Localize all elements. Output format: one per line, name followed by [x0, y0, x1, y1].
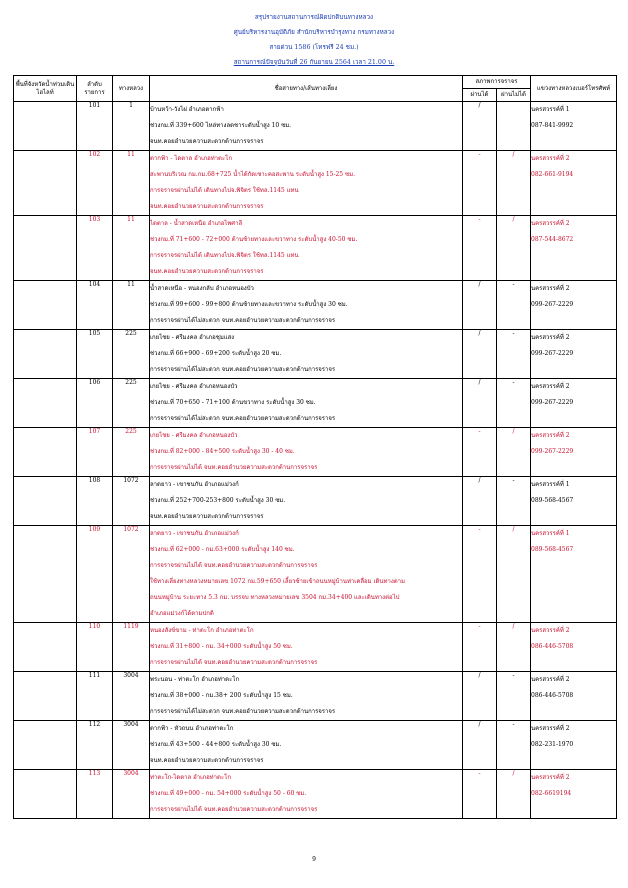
highway-cell: 225: [113, 379, 150, 428]
seq-cell: 106: [77, 379, 113, 428]
route-line: จนท.คอยอำนวยความสะดวกด้านการจราจร: [150, 513, 264, 520]
office-cell: [531, 623, 617, 672]
nopass-cell: /: [497, 770, 531, 819]
route-line: อำเภอแม่วงก์ได้ตามปกติ: [150, 610, 214, 617]
province-cell: [14, 281, 77, 330]
office-name: นครสวรรค์ที่ 2: [531, 155, 570, 162]
highway-cell: 3004: [113, 721, 150, 770]
table-row: [14, 379, 617, 428]
route-line: ช่วงกม.ที่ 252+700-253+800 ระดับน้ำสูง 30 ซม.: [150, 497, 286, 504]
hotline: สายด่วน 1586 (โทรฟรี 24 ชม.): [269, 44, 359, 51]
table-row: [14, 623, 617, 672]
seq-cell: 104: [77, 281, 113, 330]
highway-cell: 11: [113, 151, 150, 216]
route-line: ท่าตะโก-ไดตาล อำเภอท่าตะโก: [150, 774, 231, 781]
route-line: ลาดยาว - เขาชนกัน อำเภอแม่วงก์: [150, 481, 239, 488]
office-cell: [531, 526, 617, 623]
office-phone: 099-267-2229: [531, 399, 574, 406]
office-name: นครสวรรค์ที่ 2: [531, 383, 570, 390]
route-line: ช่วงกม.ที่ 66+900 - 69+200 ระดับน้ำสูง 20 ซม.: [150, 350, 282, 357]
nopass-cell: [497, 102, 531, 151]
seq-cell: 113: [77, 770, 113, 819]
route-line: การจราจรผ่านได้ไม่สะดวก จนท.คอยอำนวยความสะดวกด้านการจราจร: [150, 366, 336, 373]
route-line: ช่วงกม.ที่ 99+600 - 99+800 ด้านซ้ายทางและขวาทาง ระดับน้ำสูง 30 ซม.: [150, 301, 348, 308]
pass-cell: /: [463, 672, 497, 721]
province-cell: [14, 770, 77, 819]
table-row: [14, 526, 617, 623]
office-name: นครสวรรค์ที่ 2: [531, 285, 570, 292]
seq-cell: 105: [77, 330, 113, 379]
route-cell: [150, 477, 463, 526]
pass-cell: /: [463, 330, 497, 379]
table-row: [14, 151, 617, 216]
seq-cell: 110: [77, 623, 113, 672]
seq-cell: 111: [77, 672, 113, 721]
route-line: ตากฟ้า - หัวถนน อำเภอท่าตะโก: [150, 725, 234, 732]
route-line: ช่วงกม.ที่ 43+500 - 44+800 ระดับน้ำสูง 30 ซม.: [150, 741, 282, 748]
seq-cell: 108: [77, 477, 113, 526]
office-phone: 099-267-2229: [531, 448, 574, 455]
pass-cell: -: [463, 216, 497, 281]
office-name: นครสวรรค์ที่ 1: [531, 530, 570, 537]
office-phone: 086-446-5708: [531, 643, 574, 650]
office-cell: [531, 770, 617, 819]
office-cell: [531, 330, 617, 379]
route-line: ช่วงกม.ที่ 339+600 ไหล่ทางลดชาระดับน้ำสูง 10 ซม.: [150, 122, 292, 129]
route-cell: [150, 216, 463, 281]
highway-cell: 1072: [113, 526, 150, 623]
province-cell: [14, 477, 77, 526]
route-cell: [150, 770, 463, 819]
route-line: น้ำสาดเหนือ - หนองกลับ อำเภอหนองบัว: [150, 285, 254, 292]
office-phone: 082-6619194: [531, 790, 572, 797]
office-phone: 099-267-2229: [531, 350, 574, 357]
office-name: นครสวรรค์ที่ 2: [531, 432, 570, 439]
route-line: ลาดยาว - เขาชนกัน อำเภอแม่วงก์: [150, 530, 239, 537]
office-cell: [531, 672, 617, 721]
table-row: [14, 721, 617, 770]
province-cell: [14, 672, 77, 721]
route-cell: [150, 526, 463, 623]
highway-cell: 1: [113, 102, 150, 151]
office-cell: [531, 721, 617, 770]
province-cell: [14, 379, 77, 428]
nopass-cell: /: [497, 151, 531, 216]
highway-cell: 225: [113, 330, 150, 379]
office-phone: 087-544-8672: [531, 236, 574, 243]
route-line: การจราจรผ่านไม่ได้ เดินทางไปจ.พิจิตร ใช้ทล.1145 แทน: [150, 187, 299, 194]
route-line: จนท.คอยอำนวยความสะดวกด้านการจราจร: [150, 268, 264, 275]
route-line: ใช้ทางเลี่ยงทางหลวงหมายเลข 1072 กม.59+650 เลี้ยวซ้ายเข้าถนนหมู่บ้านท่าเคลื่อม เดินทางตาม: [150, 578, 406, 585]
table-row: [14, 672, 617, 721]
col-pass: ผ่านได้: [463, 89, 497, 102]
route-line: บ้านหว้า-วังไผ่ อำเภอตากฟ้า: [150, 106, 224, 113]
page-number: 9: [312, 856, 316, 863]
route-line: ถนนหมู่บ้าน ระยะทาง 5.3 กม. บรรจบ ทางหลวงหมายเลข 3504 กม.34+400 และเดินทางต่อไป: [150, 594, 400, 601]
route-cell: [150, 428, 463, 477]
col-highway: ทางหลวง: [113, 76, 150, 102]
report-title: สรุปรายงานสถานการณ์ผิดปกติบนทางหลวง: [254, 14, 374, 21]
office-cell: [531, 216, 617, 281]
seq-cell: 107: [77, 428, 113, 477]
table-row: [14, 477, 617, 526]
province-cell: [14, 721, 77, 770]
pass-cell: -: [463, 623, 497, 672]
office-name: นครสวรรค์ที่ 2: [531, 676, 570, 683]
highway-cell: 1072: [113, 477, 150, 526]
route-line: การจราจรผ่านได้ไม่สะดวก จนท.คอยอำนวยความสะดวกด้านการจราจร: [150, 415, 336, 422]
route-line: จนท.คอยอำนวยความสะดวกด้านการจราจร: [150, 757, 264, 764]
pass-cell: -: [463, 151, 497, 216]
route-line: ช่วงกม.ที่ 70+650 - 71+100 ด้านขวาทาง ระดับน้ำสูง 30 ซม.: [150, 399, 316, 406]
route-line: การจราจรผ่านได้ไม่สะดวก จนท.คอยอำนวยความสะดวกด้านการจราจร: [150, 317, 336, 324]
office-phone: 099-267-2229: [531, 301, 574, 308]
route-line: การจราจรผ่านไม่ได้ จนท.คอยอำนวยความสะดวกด้านการจราจร: [150, 562, 318, 569]
route-line: ช่วงกม.ที่ 49+000 - กม. 54+000 ระดับน้ำสูง 50 - 60 ซม.: [150, 790, 307, 797]
office-phone: 089-568-4567: [531, 497, 574, 504]
province-cell: [14, 151, 77, 216]
nopass-cell: -: [497, 379, 531, 428]
province-cell: [14, 102, 77, 151]
office-phone: 082-661-9194: [531, 171, 574, 178]
office-phone: 089-568-4567: [531, 546, 574, 553]
table-row: [14, 216, 617, 281]
agency-name: ศูนย์บริหารงานอุบัติภัย สำนักบริหารบำรุงทาง กรมทางหลวง: [233, 29, 395, 36]
route-line: พระนอน - ท่าตะโก อำเภอท่าตะโก: [150, 676, 240, 683]
col-office: แขวงทางหลวงเบอร์โทรศัพท์: [531, 76, 617, 102]
office-cell: [531, 379, 617, 428]
table-row: [14, 102, 617, 151]
route-cell: [150, 379, 463, 428]
office-cell: [531, 428, 617, 477]
col-route: ชื่อสายทาง/เส้นทางเลี่ยง: [150, 76, 463, 102]
pass-cell: /: [463, 379, 497, 428]
office-phone: 087-841-9992: [531, 122, 574, 129]
nopass-cell: /: [497, 428, 531, 477]
office-name: นครสวรรค์ที่ 1: [531, 106, 570, 113]
route-line: สะพานบริเวณ กม.กม.68+725 น้ำได้กัดเซาะคอสะพาน ระดับน้ำสูง 15-25 ซม.: [150, 171, 355, 178]
route-cell: [150, 151, 463, 216]
pass-cell: /: [463, 281, 497, 330]
route-line: ช่วงกม.ที่ 71+600 - 72+000 ด้านซ้ายทางและขวาทาง ระดับน้ำสูง 40-50 ซม.: [150, 236, 358, 243]
route-line: ไดตาล - น้ำสาดเหนือ อำเภอไพศาลี: [150, 220, 243, 227]
nopass-cell: /: [497, 216, 531, 281]
pass-cell: -: [463, 526, 497, 623]
table-row: [14, 281, 617, 330]
office-name: นครสวรรค์ที่ 2: [531, 334, 570, 341]
col-province: พื้นที่จังหวัดน้ำท่วมเดินไฮไลท์: [14, 76, 77, 102]
office-name: นครสวรรค์ที่ 2: [531, 220, 570, 227]
route-line: การจราจรผ่านไม่ได้ จนท.คอยอำนวยความสะดวกด้านการจราจร: [150, 464, 318, 471]
office-name: นครสวรรค์ที่ 2: [531, 774, 570, 781]
route-line: ช่วงกม.ที่ 62+000 - กม.63+000 ระดับน้ำสูง 140 ซม.: [150, 546, 295, 553]
highway-cell: 3004: [113, 672, 150, 721]
route-line: การจราจรผ่านได้ไม่สะดวก จนท.คอยอำนวยความสะดวกด้านการจราจร: [150, 708, 336, 715]
col-seq: ลำดับรายการ: [77, 76, 113, 102]
report-timestamp: สถานการณ์ปัจจุบันวันที่ 26 กันยายน 2564 เวลา 21.00 น.: [233, 59, 395, 66]
route-line: ช่วงกม.ที่ 31+800 - กม. 34+000 ระดับน้ำสูง 50 ซม.: [150, 643, 293, 650]
office-name: นครสวรรค์ที่ 1: [531, 481, 570, 488]
route-cell: [150, 623, 463, 672]
route-line: การจราจรผ่านไม่ได้ จนท.คอยอำนวยความสะดวกด้านการจราจร: [150, 659, 318, 666]
route-line: การจราจรผ่านไม่ได้ เดินทางไปจ.พิจิตร ใช้ทล.1145 แทน: [150, 252, 299, 259]
seq-cell: 101: [77, 102, 113, 151]
office-cell: [531, 102, 617, 151]
office-name: นครสวรรค์ที่ 2: [531, 725, 570, 732]
office-phone: 082-231-1970: [531, 741, 574, 748]
flood-status-table: [13, 75, 617, 819]
table-row: [14, 770, 617, 819]
table-row: [14, 428, 617, 477]
nopass-cell: -: [497, 672, 531, 721]
seq-cell: 109: [77, 526, 113, 623]
seq-cell: 102: [77, 151, 113, 216]
highway-cell: 225: [113, 428, 150, 477]
route-line: เกยไชย - ศรีมงคล อำเภอหนองบัว: [150, 383, 238, 390]
route-line: ช่วงกม.ที่ 82+000 - 84+500 ระดับน้ำสูง 30 - 40 ซม.: [150, 448, 295, 455]
route-line: ช่วงกม.ที่ 38+000 - กม.38+ 200 ระดับน้ำสูง 15 ซม.: [150, 692, 293, 699]
table-row: [14, 330, 617, 379]
route-line: หนองสังข์ขาม - ท่าตะโก อำเภอท่าตะโก: [150, 627, 254, 634]
pass-cell: -: [463, 770, 497, 819]
route-line: การจราจรผ่านไม่ได้ จนท.คอยอำนวยความสะดวกด้านการจราจร: [150, 806, 318, 813]
highway-cell: 11: [113, 281, 150, 330]
route-line: เกยไชย - ศรีมงคล อำเภอหนองบัว: [150, 432, 238, 439]
pass-cell: /: [463, 477, 497, 526]
nopass-cell: -: [497, 721, 531, 770]
nopass-cell: -: [497, 281, 531, 330]
route-cell: [150, 281, 463, 330]
province-cell: [14, 216, 77, 281]
nopass-cell: /: [497, 526, 531, 623]
route-line: จนท.คอยอำนวยความสะดวกด้านการจราจร: [150, 138, 264, 145]
pass-cell: /: [463, 721, 497, 770]
province-cell: [14, 330, 77, 379]
nopass-cell: /: [497, 623, 531, 672]
office-cell: [531, 151, 617, 216]
route-cell: [150, 330, 463, 379]
office-cell: [531, 477, 617, 526]
office-cell: [531, 281, 617, 330]
col-traffic: สภาพการจราจร: [463, 76, 531, 89]
seq-cell: 112: [77, 721, 113, 770]
pass-cell: -: [463, 428, 497, 477]
nopass-cell: -: [497, 477, 531, 526]
office-name: นครสวรรค์ที่ 2: [531, 627, 570, 634]
province-cell: [14, 526, 77, 623]
seq-cell: 103: [77, 216, 113, 281]
pass-cell: /: [463, 102, 497, 151]
province-cell: [14, 428, 77, 477]
province-cell: [14, 623, 77, 672]
highway-cell: 3004: [113, 770, 150, 819]
office-phone: 086-446-5708: [531, 692, 574, 699]
highway-cell: 11: [113, 216, 150, 281]
route-cell: [150, 721, 463, 770]
route-line: จนท.คอยอำนวยความสะดวกด้านการจราจร: [150, 203, 264, 210]
nopass-cell: -: [497, 330, 531, 379]
route-line: ตากฟ้า - ไดตาล อำเภอท่าตะโก: [150, 155, 233, 162]
highway-cell: 1119: [113, 623, 150, 672]
route-cell: [150, 672, 463, 721]
route-line: เกยไชย - ศรีมงคล อำเภอชุมแสง: [150, 334, 235, 341]
col-nopass: ผ่านไม่ได้: [497, 89, 531, 102]
route-cell: [150, 102, 463, 151]
